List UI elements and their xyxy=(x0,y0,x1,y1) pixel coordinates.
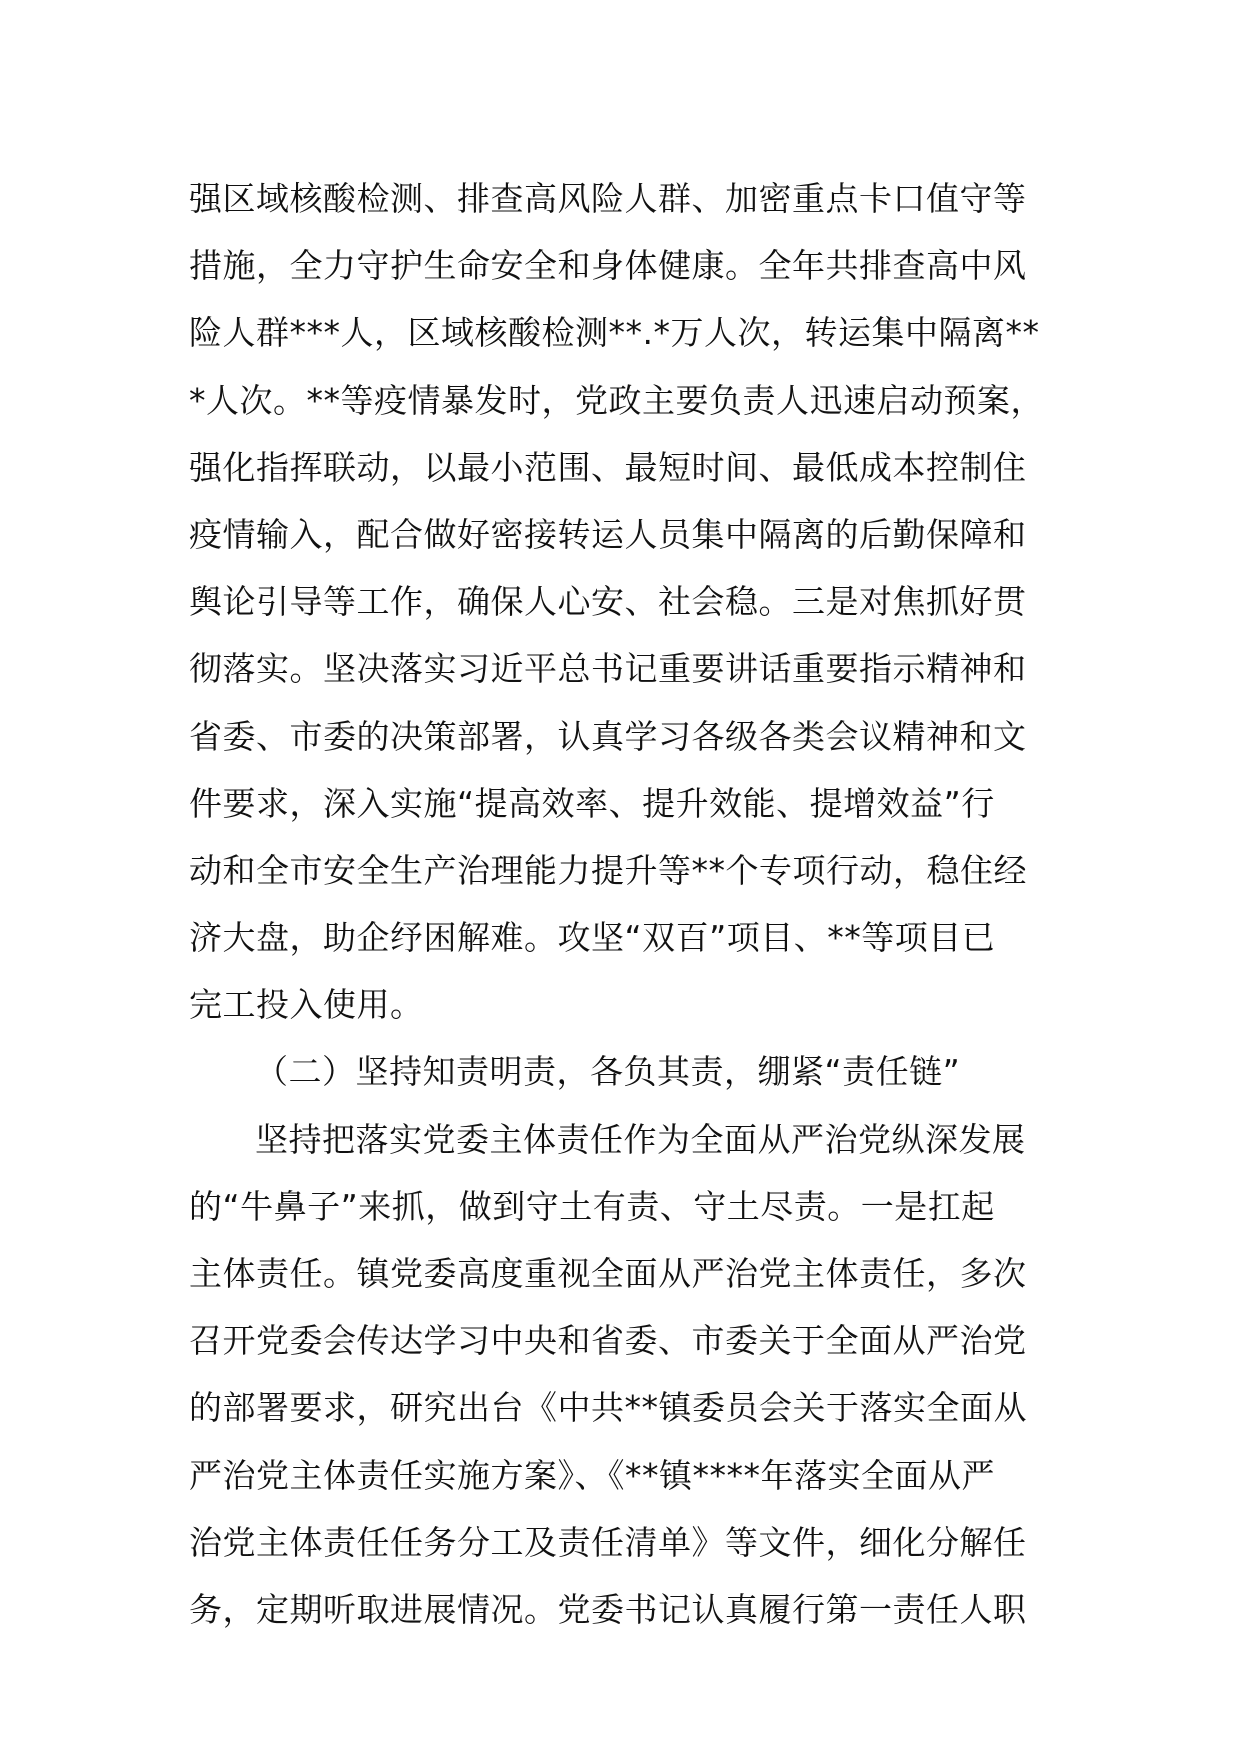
text-line: 彻落实。坚决落实习近平总书记重要讲话重要指示精神和 xyxy=(189,649,1027,689)
text-line: 省委、市委的决策部署，认真学习各级各类会议精神和文 xyxy=(189,716,1027,756)
text-line: 的部署要求，研究出台《中共**镇委员会关于落实全面从 xyxy=(189,1388,1027,1428)
text-line: 召开党委会传达学习中央和省委、市委关于全面从严治党 xyxy=(189,1321,1027,1361)
text-line: 主体责任。镇党委高度重视全面从严治党主体责任，多次 xyxy=(189,1254,1027,1293)
paragraph xyxy=(189,1106,1069,1644)
text-line: 务，定期听取进展情况。党委书记认真履行第一责任人职 xyxy=(189,1589,1027,1629)
text-line: 济大盘，助企纾困解难。攻坚“双百”项目、**等项目已 xyxy=(189,918,996,958)
text-line: 治党主体责任任务分工及责任清单》等文件，细化分解任 xyxy=(189,1522,1027,1562)
text-line: 的“牛鼻子”来抓，做到守土有责、守土尽责。一是扛起 xyxy=(189,1186,995,1226)
text-line: 措施，全力守护生命安全和身体健康。全年共排查高中风 xyxy=(189,246,1027,286)
text-line: 强区域核酸检测、排查高风险人群、加密重点卡口值守等 xyxy=(189,179,1027,218)
text-line: 严治党主体责任实施方案》、《**镇****年落实全面从严 xyxy=(189,1455,995,1495)
document-body xyxy=(189,165,1069,1643)
text-line: 完工投入使用。 xyxy=(189,985,424,1025)
text-line: *人次。**等疫情暴发时，党政主要负责人迅速启动预案， xyxy=(189,380,1044,420)
text-line: 动和全市安全生产治理能力提升等**个专项行动，稳住经 xyxy=(189,850,1027,890)
paragraph-continuation xyxy=(189,165,1069,1038)
text-line: 疫情输入，配合做好密接转运人员集中隔离的后勤保障和 xyxy=(189,514,1027,554)
text-line: 件要求，深入实施“提高效率、提升效能、提增效益”行 xyxy=(189,783,995,823)
section-heading: （二）坚持知责明责，各负其责，绷紧“责任链” xyxy=(255,1052,961,1092)
text-line: 坚持把落实党委主体责任作为全面从严治党纵深发展 xyxy=(255,1119,1026,1159)
text-line: 险人群***人，区域核酸检测**.*万人次，转运集中隔离** xyxy=(189,313,1040,353)
text-line: 强化指挥联动，以最小范围、最短时间、最低成本控制住 xyxy=(189,447,1027,487)
text-line: 舆论引导等工作，确保人心安、社会稳。三是对焦抓好贯 xyxy=(189,582,1027,622)
